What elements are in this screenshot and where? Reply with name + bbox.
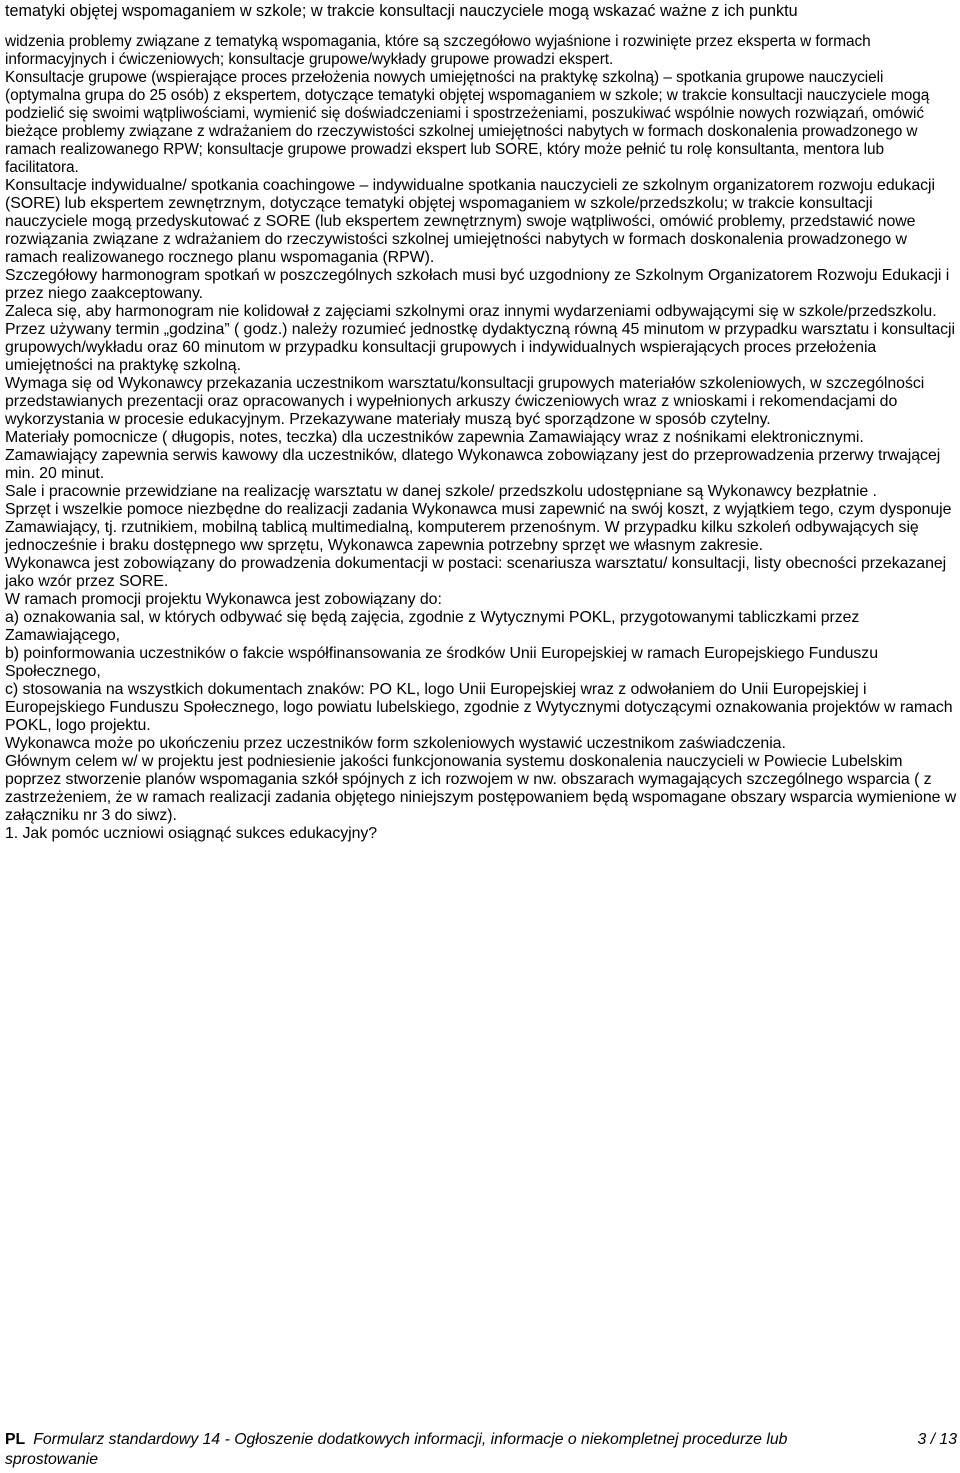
top-line: tematyki objętej wspomaganiem w szkole; w trakcie konsultacji nauczyciele mogą wskazać ważne z ich punktu — [5, 2, 798, 20]
paragraph: Wykonawca może po ukończeniu przez uczestników form szkoleniowych wystawić uczestnikom zaświadczenia. — [5, 735, 786, 752]
paragraph: Materiały pomocnicze ( długopis, notes, teczka) dla uczestników zapewnia Zamawiający wraz z nośnikami elektronicznymi. — [5, 429, 864, 446]
document-page — [5, 0, 957, 843]
numbered-item: 1. Jak pomóc uczniowi osiągnąć sukces edukacyjny? — [5, 825, 378, 842]
paragraph: Głównym celem w/ w projektu jest podniesienie jakości funkcjonowania systemu doskonalenia nauczycieli w Powiecie Lubelskim poprzez stworzenie planów wspomagania szkół spójnych z ich rozwojem w nw. obszarach wymagających szczególnego wsparcia ( z zastrzeżeniem, że w ramach realizacji zadania objętego niniejszym postępowaniem będą wspomagane obszary wsparcia wymienione w załączniku nr 3 do siwz). — [5, 753, 957, 824]
paragraph: Szczegółowy harmonogram spotkań w poszczególnych szkołach musi być uzgodniony ze Szkolnym Organizatorem Rozwoju Edukacji i przez niego zaakceptowany. — [5, 267, 950, 302]
paragraph: Konsultacje grupowe (wspierające proces przełożenia nowych umiejętności na praktykę szkolną) – spotkania grupowe nauczycieli (optymalna grupa do 25 osób) z ekspertem, dotyczące tematyki objętej wspomaganiem w szkole; w trakcie konsultacji nauczyciele mogą podzielić się swoimi wątpliwościami, wymienić się doświadczeniami i spostrzeżeniami, poszukiwać wspólnie nowych rozwiązań, omówić bieżące problemy związane z wdrażaniem do rzeczywistości szkolnej umiejętności nabytych w formach doskonalenia prowadzonego w ramach realizowanego RPW; konsultacje grupowe prowadzi ekspert lub SORE, który może pełnić tu rolę konsultanta, mentora lub facilitatora. — [5, 69, 930, 176]
page-number: 3 / 13 — [917, 1431, 957, 1448]
paragraph: W ramach promocji projektu Wykonawca jest zobowiązany do: — [5, 591, 442, 608]
paragraph: Wymaga się od Wykonawcy przekazania uczestnikom warsztatu/konsultacji grupowych materiałów szkoleniowych, w szczególności przedstawianych prezentacji oraz opracowanych i wypełnionych arkuszy ćwiczeniowych wraz z wnioskami i rekomendacjami do wykorzystania w procesie edukacyjnym. Przekazywane materiały muszą być sporządzone w sposób czytelny. — [5, 375, 925, 428]
footer-text — [5, 1430, 875, 1470]
section-requirements — [5, 177, 957, 843]
paragraph: Sprzęt i wszelkie pomoce niezbędne do realizacji zadania Wykonawca musi zapewnić na swój koszt, z wyjątkiem tego, czym dysponuje Zamawiający, tj. rzutnikiem, mobilną tablicą multimedialną, komputerem przenośnym. W przypadku kilku szkoleń odbywających się jednocześnie i braku dostępnego ww sprzętu, Wykonawca zapewnia potrzebny sprzęt we własnym zakresie. — [5, 501, 952, 554]
paragraph: Sale i pracownie przewidziane na realizację warsztatu w danej szkole/ przedszkolu udostępniane są Wykonawcy bezpłatnie . — [5, 483, 877, 500]
language-code: PL — [5, 1431, 26, 1448]
paragraph: Zaleca się, aby harmonogram nie kolidował z zajęciami szkolnymi oraz innymi wydarzeniami odbywającymi się w szkole/przedszkolu. — [5, 303, 937, 320]
paragraph: Zamawiający zapewnia serwis kawowy dla uczestników, dlatego Wykonawca zobowiązany jest do przeprowadzenia przerwy trwającej min. 20 minut. — [5, 447, 941, 482]
paragraph: Konsultacje indywidualne/ spotkania coachingowe – indywidualne spotkania nauczycieli ze szkolnym organizatorem rozwoju edukacji (SORE) lub ekspertem zewnętrznym, dotyczące tematyki objętej wspomaganiem w szkole/przedszkolu; w trakcie konsultacji nauczyciele mogą przedyskutować z SORE (lub ekspertem zewnętrznym) swoje wątpliwości, omówić problemy, przedstawić nowe rozwiązania związane z wdrażaniem do rzeczywistości szkolnej umiejętności nabytych w formach doskonalenia prowadzonego w ramach realizowanego rocznego planu wspomagania (RPW). — [5, 177, 935, 266]
paragraph: Wykonawca jest zobowiązany do prowadzenia dokumentacji w postaci: scenariusza warsztatu/ konsultacji, listy obecności przekazanej jako wzór przez SORE. — [5, 555, 947, 590]
paragraph: widzenia problemy związane z tematyką wspomagania, które są szczegółowo wyjaśnione i rozwinięte przez eksperta w formach informacyjnych i ćwiczeniowych; konsultacje grupowe/wykłady grupowe prowadzi ekspert. — [5, 33, 871, 68]
list-item: c) stosowania na wszystkich dokumentach znaków: PO KL, logo Unii Europejskiej wraz z odwołaniem do Unii Europejskiej i Europejskiego Funduszu Społecznego, logo powiatu lubelskiego, zgodnie z Wytycznymi dotyczącymi oznakowania projektów w ramach POKL, logo projektu. — [5, 681, 953, 734]
page-footer — [5, 1430, 957, 1470]
list-item: b) poinformowania uczestników o fakcie współfinansowania ze środków Unii Europejskiej w ramach Europejskiego Funduszu Społecznego, — [5, 645, 878, 680]
form-title: Formularz standardowy 14 - Ogłoszenie dodatkowych informacji, informacje o niekompletnej procedurze lub sprostowanie — [5, 1431, 788, 1468]
section-consultations — [5, 33, 957, 177]
list-item: a) oznakowania sal, w których odbywać się będą zajęcia, zgodnie z Wytycznymi POKL, przygotowanymi tabliczkami przez Zamawiającego, — [5, 609, 860, 644]
paragraph: Przez używany termin „godzina” ( godz.) należy rozumieć jednostkę dydaktyczną równą 45 minutom w przypadku warsztatu i konsultacji grupowych/wykładu oraz 60 minutom w przypadku konsultacji grupowych i indywidualnych wspierających proces przełożenia umiejętności na praktykę szkolną. — [5, 321, 956, 374]
